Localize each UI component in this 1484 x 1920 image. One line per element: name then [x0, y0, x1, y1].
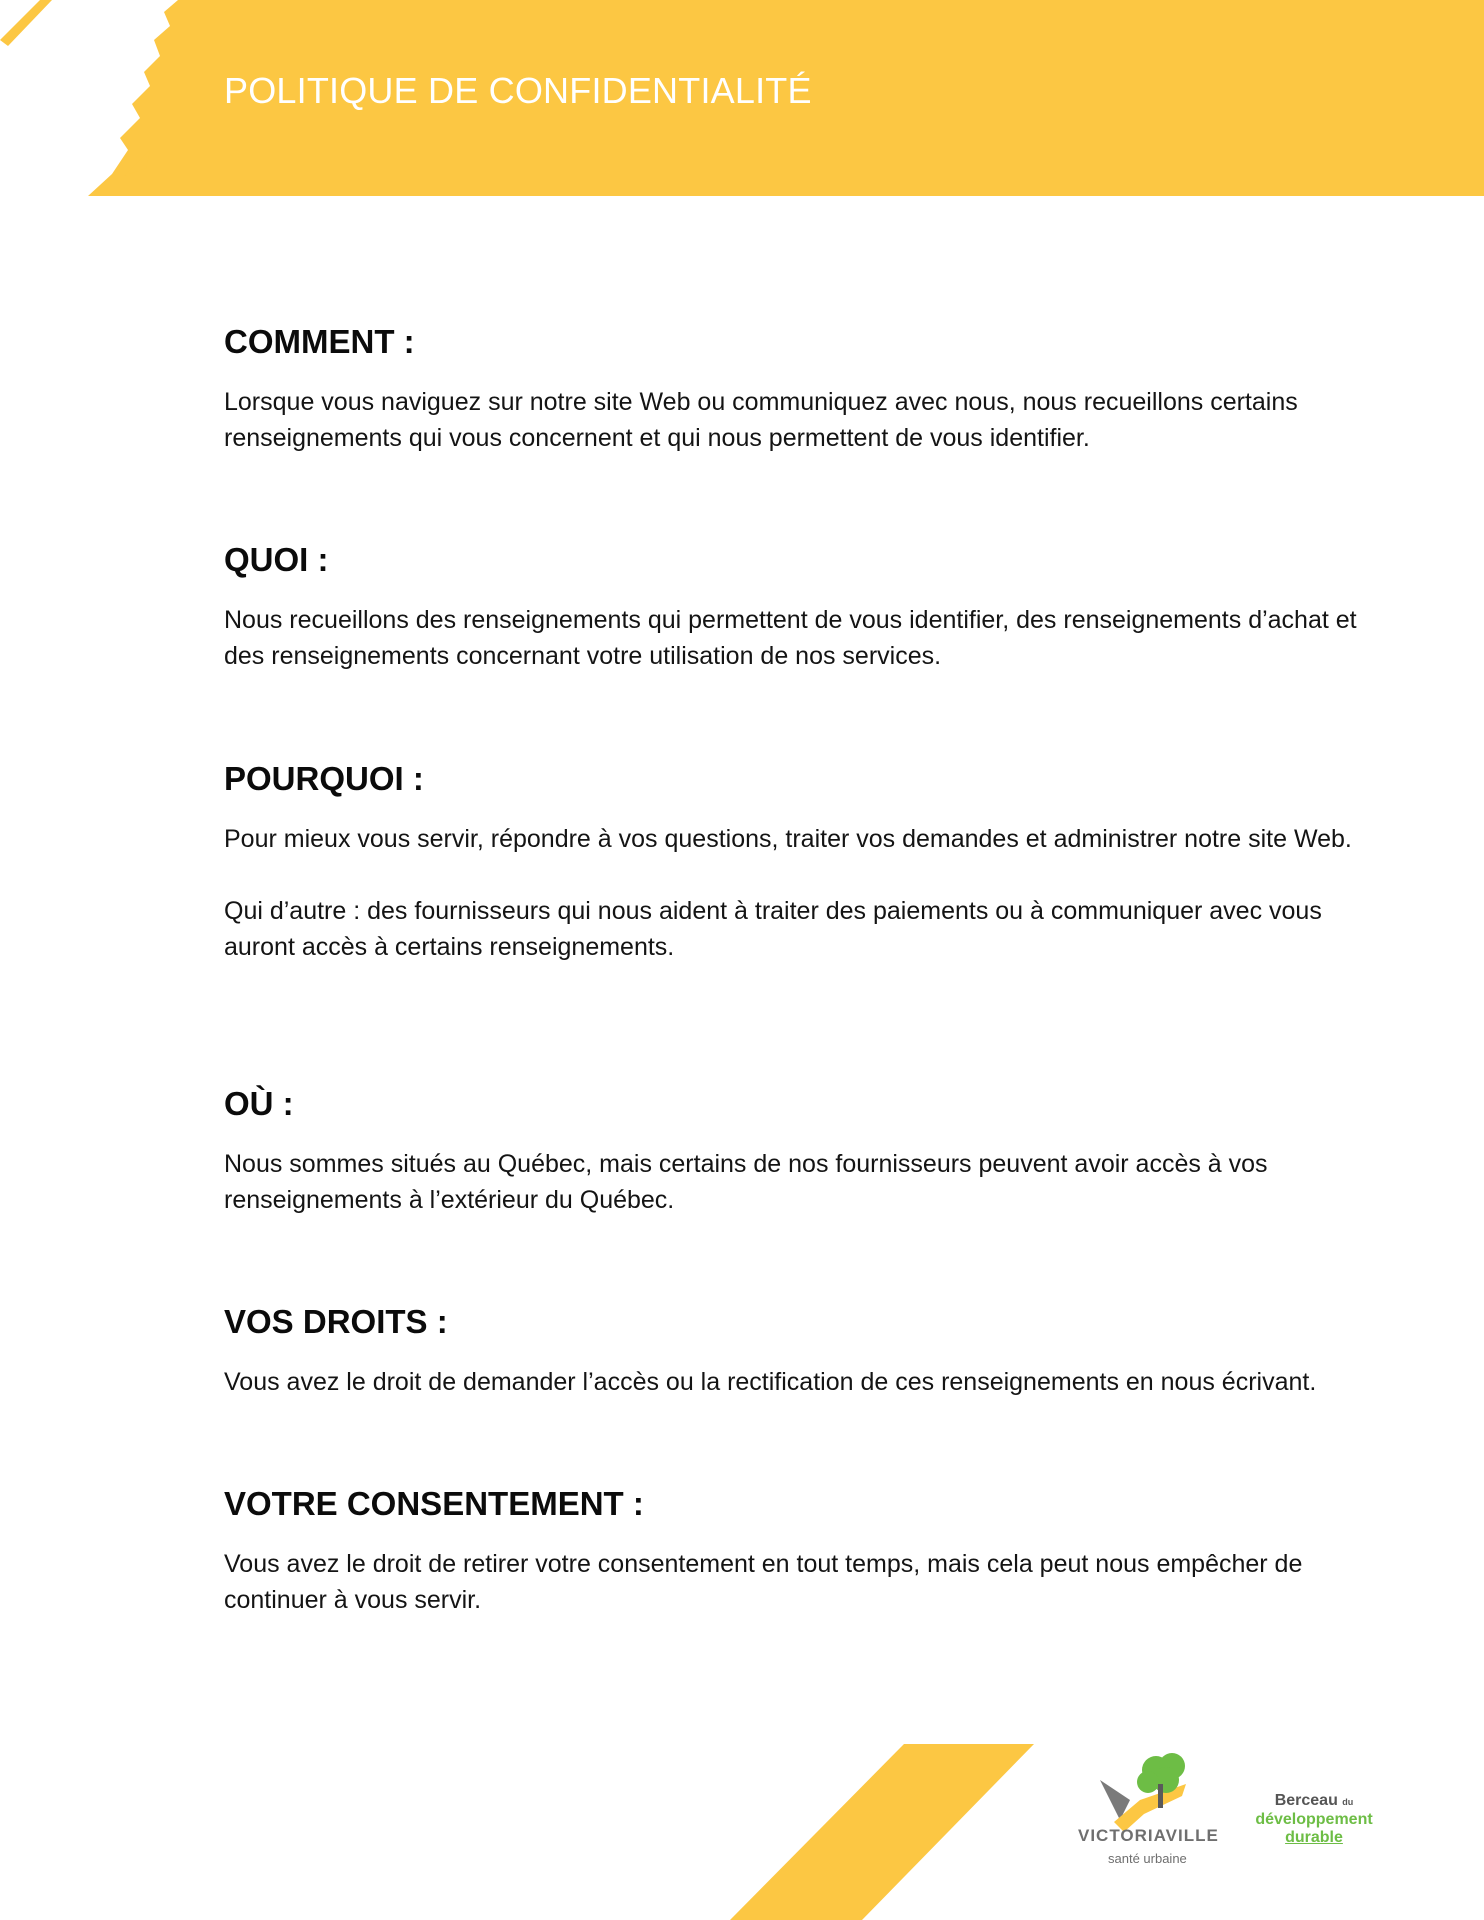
section-heading: POURQUOI :	[224, 760, 424, 797]
section-heading: COMMENT :	[224, 323, 415, 360]
section-paragraph: Lorsque vous naviguez sur notre site Web ou communiquez avec nous, nous recueillons certains renseignements qui vous concernent et qui nous permettent de vous identifier.	[224, 388, 1298, 452]
victoriaville-logo-subtitle: santé urbaine	[1108, 1851, 1187, 1866]
section-heading: VOTRE CONSENTEMENT :	[224, 1485, 644, 1522]
section-heading: OÙ :	[224, 1085, 294, 1122]
section-paragraph: Pour mieux vous servir, répondre à vos questions, traiter vos demandes et administrer notre site Web.	[224, 825, 1352, 853]
footer-stripe-shape	[730, 1744, 1034, 1920]
section-heading: VOS DROITS :	[224, 1303, 448, 1340]
section-paragraph: Vous avez le droit de retirer votre consentement en tout temps, mais cela peut nous empêcher de continuer à vous servir.	[224, 1550, 1303, 1614]
berceau-line2: développement	[1255, 1811, 1373, 1828]
section-comment	[224, 322, 1394, 456]
berceau-line1: Berceau du	[1274, 1792, 1354, 1809]
section-heading: QUOI :	[224, 541, 329, 578]
section-paragraph: Nous sommes situés au Québec, mais certains de nos fournisseurs peuvent avoir accès à vos renseignements à l’extérieur du Québec.	[224, 1150, 1268, 1214]
section-vos-droits	[224, 1302, 1316, 1400]
page-title: POLITIQUE DE CONFIDENTIALITÉ	[224, 70, 812, 111]
header-corner-stroke	[0, 0, 52, 46]
berceau-logo	[1244, 1792, 1384, 1847]
section-paragraph: Qui d’autre : des fournisseurs qui nous aident à traiter des paiements ou à communiquer avec vous auront accès à certains renseignements.	[224, 897, 1322, 961]
section-pourquoi	[224, 759, 1394, 965]
section-paragraph: Nous recueillons des renseignements qui permettent de vous identifier, des renseignements d’achat et des renseignements concernant votre utilisation de nos services.	[224, 606, 1357, 670]
section-votre-consentement	[224, 1484, 1394, 1618]
section-ou	[224, 1084, 1394, 1218]
section-quoi	[224, 540, 1394, 674]
section-paragraph: Vous avez le droit de demander l’accès ou la rectification de ces renseignements en nous écrivant.	[224, 1368, 1317, 1396]
victoriaville-logo-text: VICTORIAVILLE	[1078, 1826, 1219, 1845]
berceau-line3: durable	[1285, 1829, 1343, 1846]
